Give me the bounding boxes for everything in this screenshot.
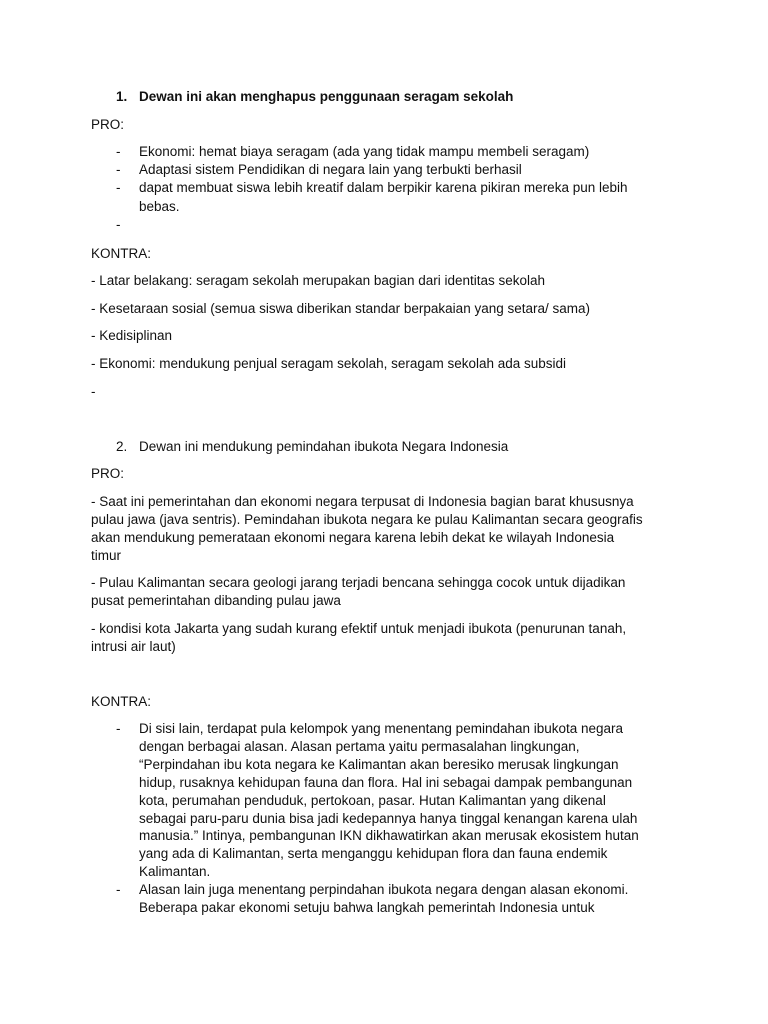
- section1-kontra-item: - Ekonomi: mendukung penjual seragam sekolah, seragam sekolah ada subsidi: [91, 356, 567, 371]
- section2-kontra-line: dengan berbagai alasan. Alasan pertama yaitu permasalahan lingkungan,: [139, 739, 580, 754]
- section1-kontra-item: - Kedisiplinan: [91, 328, 173, 343]
- bullet-dash: -: [116, 721, 121, 736]
- section1-number: 1.: [116, 89, 128, 104]
- section1-pro-item: Adaptasi sistem Pendidikan di negara lain yang terbukti berhasil: [139, 162, 522, 177]
- section1-pro-item: Ekonomi: hemat biaya seragam (ada yang tidak mampu membeli seragam): [139, 144, 590, 159]
- section1-title: Dewan ini akan menghapus penggunaan seragam sekolah: [139, 89, 514, 104]
- section2-kontra-line: hidup, rusaknya kehidupan fauna dan flora. Hal ini sebagai dampak pembangunan: [139, 775, 633, 790]
- bullet-dash: -: [116, 144, 121, 159]
- bullet-dash: -: [116, 162, 121, 177]
- bullet-dash: -: [116, 180, 121, 195]
- section2-pro-line: intrusi air laut): [91, 639, 176, 654]
- section1-pro-item-continued: bebas.: [139, 199, 180, 214]
- bullet-dash: -: [116, 882, 121, 897]
- section2-kontra-line: Alasan lain juga menentang perpindahan ibukota negara dengan alasan ekonomi.: [139, 882, 629, 897]
- section2-kontra-line: manusia.” Intinya, pembangunan IKN dikhawatirkan akan merusak ekosistem hutan: [139, 828, 639, 843]
- section2-kontra-line: kota, perumahan penduduk, pertokoan, pasar. Hutan Kalimantan yang dikenal: [139, 793, 606, 808]
- section1-pro-item: dapat membuat siswa lebih kreatif dalam berpikir karena pikiran mereka pun lebih: [139, 180, 628, 195]
- section2-number: 2.: [116, 439, 128, 454]
- section2-pro-line: pulau jawa (java sentris). Pemindahan ibukota negara ke pulau Kalimantan secara geografis: [91, 512, 643, 527]
- section2-pro-line: pusat pemerintahan dibanding pulau jawa: [91, 593, 341, 608]
- section1-kontra-item: - Latar belakang: seragam sekolah merupakan bagian dari identitas sekolah: [91, 273, 546, 288]
- section1-pro-label: PRO:: [91, 117, 125, 132]
- section2-pro-line: - Saat ini pemerintahan dan ekonomi negara terpusat di Indonesia bagian barat khususnya: [91, 494, 634, 509]
- section2-kontra-line: sebagai paru-paru dunia bisa jadi kedepannya hanya tinggal kenangan karena ulah: [139, 811, 638, 826]
- section2-kontra-line: “Perpindahan ibu kota negara ke Kalimantan akan beresiko merusak lingkungan: [139, 757, 619, 772]
- section1-kontra-label: KONTRA:: [91, 246, 152, 261]
- section2-kontra-line: Kalimantan.: [139, 864, 211, 879]
- section2-pro-line: timur: [91, 548, 121, 563]
- section2-kontra-label: KONTRA:: [91, 694, 152, 709]
- section2-pro-line: - Pulau Kalimantan secara geologi jarang terjadi bencana sehingga cocok untuk dijadikan: [91, 575, 626, 590]
- section2-kontra-line: Di sisi lain, terdapat pula kelompok yang menentang pemindahan ibukota negara: [139, 721, 624, 736]
- section2-title: Dewan ini mendukung pemindahan ibukota Negara Indonesia: [139, 439, 509, 454]
- section1-kontra-item: - Kesetaraan sosial (semua siswa diberikan standar berpakaian yang setara/ sama): [91, 301, 591, 316]
- section1-kontra-item: -: [91, 384, 96, 399]
- section2-kontra-line: Beberapa pakar ekonomi setuju bahwa langkah pemerintah Indonesia untuk: [139, 900, 595, 915]
- section2-pro-line: - kondisi kota Jakarta yang sudah kurang efektif untuk menjadi ibukota (penurunan tanah,: [91, 621, 627, 636]
- section2-pro-label: PRO:: [91, 466, 125, 481]
- bullet-dash: -: [116, 217, 121, 232]
- section2-pro-line: akan mendukung pemerataan ekonomi negara karena lebih dekat ke wilayah Indonesia: [91, 530, 615, 545]
- section2-kontra-line: yang ada di Kalimantan, serta menganggu kehidupan flora dan fauna endemik: [139, 846, 608, 861]
